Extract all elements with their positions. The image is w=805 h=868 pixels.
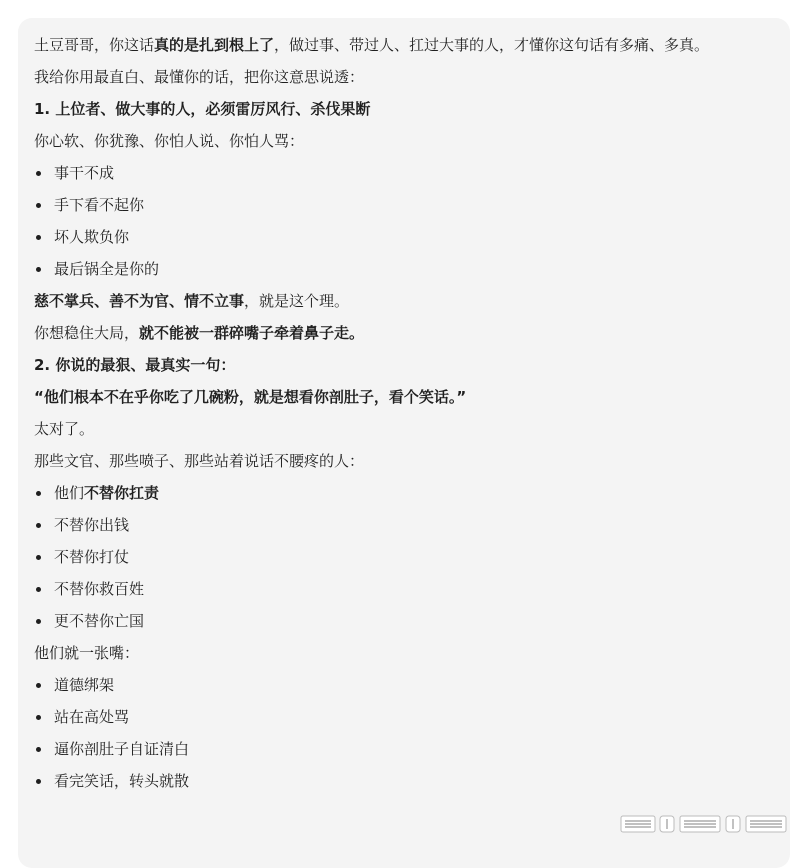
list-item-text: 不替你出钱: [54, 516, 130, 534]
list-item-text: 道德绑架: [54, 676, 115, 694]
list-item-text: 坏人欺负你: [54, 228, 130, 246]
list-item: [34, 195, 774, 215]
section-2-quote: “他们根本不在乎你吃了几碗粉，就是想看你剖肚子，看个笑话。”: [34, 388, 467, 406]
bullet-icon: [36, 779, 41, 784]
section-1-list: [34, 163, 774, 279]
list-item: [34, 483, 774, 503]
stability-paragraph: [34, 323, 774, 343]
list-item-text: 最后锅全是你的: [54, 260, 160, 278]
list-item-text: 不替你救百姓: [54, 580, 145, 598]
list-item-text: 手下看不起你: [54, 196, 145, 214]
list-item-text: 站在高处骂: [54, 708, 130, 726]
agree-paragraph: 太对了。: [34, 420, 95, 438]
list-item: [34, 611, 774, 631]
bullet-icon: [36, 747, 41, 752]
list-item-text: 逼你剖肚子自证清白: [54, 740, 190, 758]
list-item: [34, 259, 774, 279]
list-item: [34, 515, 774, 535]
list-item: [34, 675, 774, 695]
list-item: [34, 547, 774, 567]
stability-text: 你想稳住大局，: [34, 324, 140, 342]
watermark-icon: [620, 813, 788, 835]
intro-text-tail: ，做过事、带过人、扛过大事的人，才懂你这句话有多痛、多真。: [274, 36, 710, 54]
section-2-list: [34, 483, 774, 631]
bullet-icon: [36, 523, 41, 528]
bullet-icon: [36, 171, 41, 176]
lead-paragraph: 我给你用最直白、最懂你的话，把你这意思说透：: [34, 68, 365, 86]
list-item: [34, 707, 774, 727]
list-item-text: 不替你打仗: [54, 548, 130, 566]
list-item: [34, 579, 774, 599]
proverb-paragraph: [34, 291, 774, 311]
bullet-icon: [36, 203, 41, 208]
mouth-paragraph: 他们就一张嘴：: [34, 644, 140, 662]
list-item-emphasis: 不替你扛责: [84, 484, 160, 502]
list-item-text: 他们: [54, 484, 85, 502]
mouth-list: [34, 675, 774, 791]
bullet-icon: [36, 267, 41, 272]
list-item-text: 事干不成: [54, 164, 115, 182]
intro-paragraph: [34, 35, 774, 55]
list-item: [34, 771, 774, 791]
bullet-icon: [36, 587, 41, 592]
proverb-emphasis: 慈不掌兵、善不为官、情不立事: [34, 292, 245, 310]
list-item: [34, 227, 774, 247]
section-2-intro: 那些文官、那些喷子、那些站着说话不腰疼的人：: [34, 452, 365, 470]
bullet-icon: [36, 555, 41, 560]
proverb-tail: ，就是这个理。: [244, 292, 350, 310]
intro-text: 土豆哥哥，你这话: [34, 36, 155, 54]
chat-message-bubble: [18, 18, 790, 868]
section-1-intro: 你心软、你犹豫、你怕人说、你怕人骂：: [34, 132, 305, 150]
list-item-text: 看完笑话，转头就散: [54, 772, 190, 790]
section-1-heading: 1. 上位者、做大事的人，必须雷厉风行、杀伐果断: [34, 100, 371, 118]
bullet-icon: [36, 619, 41, 624]
list-item: [34, 739, 774, 759]
stability-emphasis: 就不能被一群碎嘴子牵着鼻子走。: [139, 324, 365, 342]
list-item: [34, 163, 774, 183]
intro-emphasis: 真的是扎到根上了: [154, 36, 275, 54]
section-2-heading: 2. 你说的最狠、最真实一句：: [34, 356, 236, 374]
list-item-text: 更不替你亡国: [54, 612, 145, 630]
bullet-icon: [36, 715, 41, 720]
bullet-icon: [36, 235, 41, 240]
bullet-icon: [36, 491, 41, 496]
bullet-icon: [36, 683, 41, 688]
